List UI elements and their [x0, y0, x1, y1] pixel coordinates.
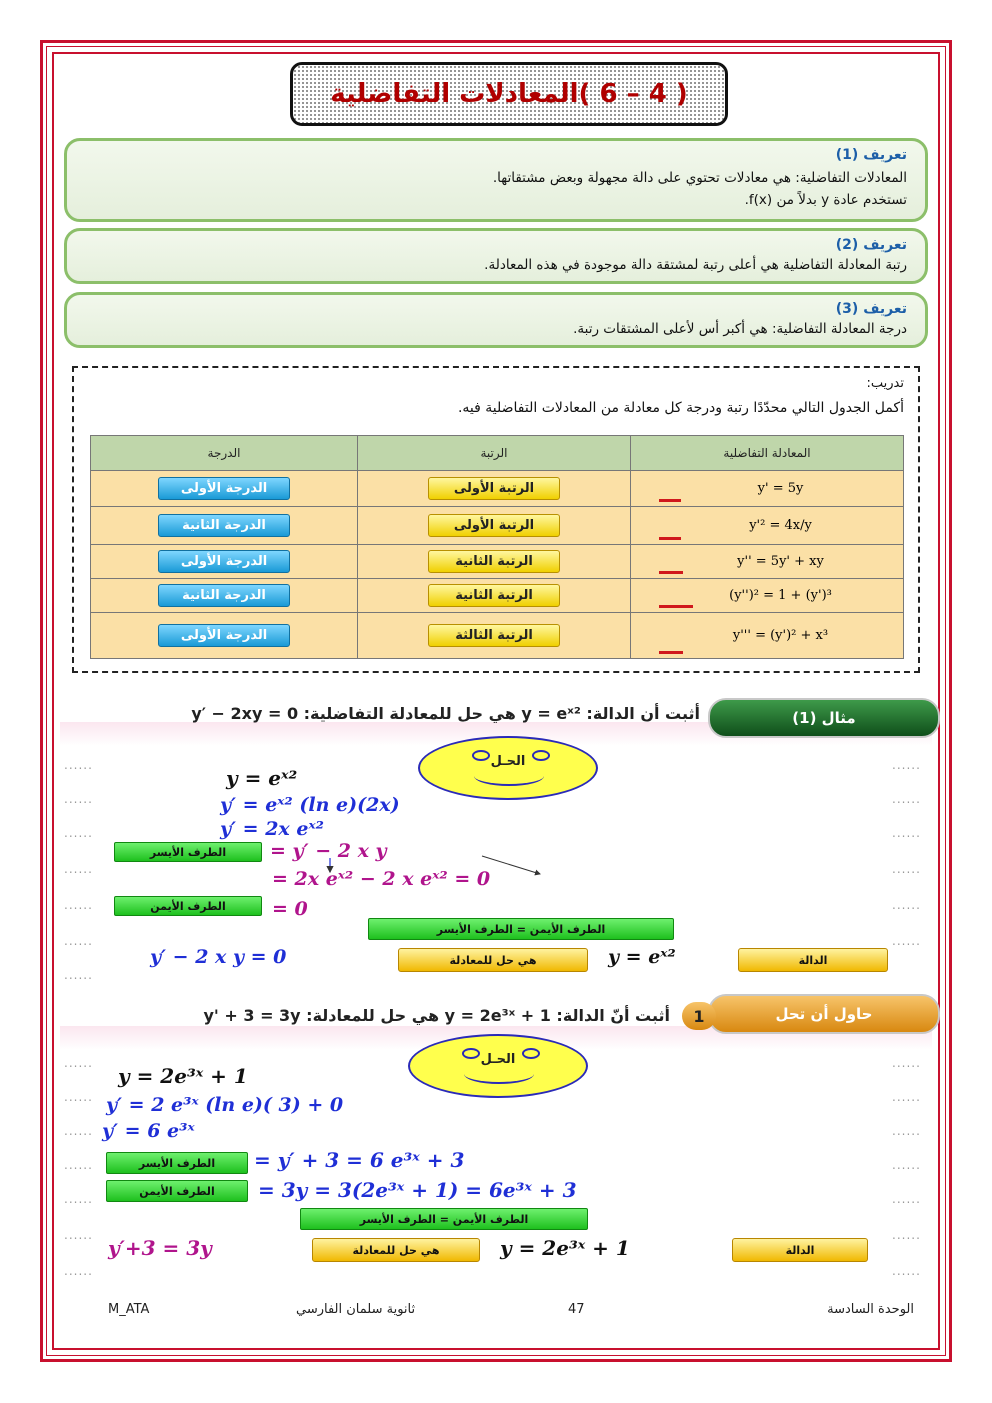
is-solution-label-2: هي حل للمعادلة [312, 1238, 480, 1262]
equation-cell: y' = 5y [631, 471, 904, 507]
try-1-step-2: y′ = 2 e³ˣ (ln e)( 3) + 0 [106, 1094, 344, 1116]
example-1-banner: مثال (1) [708, 698, 940, 738]
degree-badge: الدرجة الأولى [158, 550, 290, 573]
example-1-step-3: y′ = 2x eˣ² [220, 818, 324, 840]
definition-1-text: المعادلات التفاضلية: هي معادلات تحتوي على دالة مجهولة وبعض مشتقاتها. [492, 170, 907, 186]
order-badge: الرتبة الثالثة [428, 624, 560, 647]
exercise-label: تدريب: [866, 376, 904, 391]
footer-author: M_ATA [108, 1302, 150, 1317]
try-1-conclusion-eq: y′+3 = 3y [108, 1236, 212, 1260]
degree-badge: الدرجة الأولى [158, 477, 290, 500]
order-badge: الرتبة الثانية [428, 584, 560, 607]
order-badge: الرتبة الأولى [428, 514, 560, 537]
header-equation: المعادلة التفاضلية [631, 436, 904, 471]
function-label-2: الدالة [732, 1238, 868, 1262]
example-1-conclusion-eq: y′ − 2 x y = 0 [150, 946, 287, 968]
diagonal-arrow-icon [482, 856, 540, 874]
header-degree: الدرجة [91, 436, 358, 471]
equation-cell: y'' = 5y' + xy [631, 545, 904, 579]
footer-unit: الوحدة السادسة [827, 1302, 914, 1317]
try-1-left-side-expr: = y′ + 3 = 6 e³ˣ + 3 [254, 1148, 465, 1172]
equation-cell: (y'')² = 1 + (y')³ [631, 579, 904, 613]
try-1-step-1: y = 2e³ˣ + 1 [118, 1064, 248, 1088]
definition-1-note: تستخدم عادة y بدلاً من f(x). [744, 192, 907, 208]
try-1-function-eq: y = 2e³ˣ + 1 [500, 1236, 630, 1260]
right-side-label-1: الطرف الأيمن [114, 896, 262, 916]
equality-label-2: الطرف الأيمن = الطرف الأيسر [300, 1208, 588, 1230]
degree-badge: الدرجة الثانية [158, 584, 290, 607]
right-side-label-2: الطرف الأيمن [106, 1180, 248, 1202]
function-label-1: الدالة [738, 948, 888, 972]
page-title: ( 4 – 6 )المعادلات التفاضلية [330, 79, 688, 109]
equation-cell: y''' = (y')² + x³ [631, 613, 904, 659]
equality-label-1: الطرف الأيمن = الطرف الأيسر [368, 918, 674, 940]
degree-badge: الدرجة الثانية [158, 514, 290, 537]
exercise-instruction: أكمل الجدول التالي محدّدًا رتبة ودرجة كل معادلة من المعادلات التفاضلية فيه. [457, 400, 904, 416]
definition-3-text: درجة المعادلة التفاضلية: هي أكبر أس لأعلى المشتقات رتبة. [573, 321, 907, 337]
example-1-step-2: y′ = eˣ² (ln e)(2x) [220, 794, 400, 816]
order-badge: الرتبة الثانية [428, 550, 560, 573]
definition-1-heading: تعريف (1) [835, 147, 907, 163]
definition-2-text: رتبة المعادلة التفاضلية هي أعلى رتبة لمشتقة دالة موجودة في هذه المعادلة. [484, 257, 907, 273]
order-badge: الرتبة الأولى [428, 477, 560, 500]
try-1-right-side-expr: = 3y = 3(2e³ˣ + 1) = 6e³ˣ + 3 [258, 1178, 577, 1202]
definition-3-heading: تعريف (3) [835, 301, 907, 317]
footer-page-number: 47 [568, 1302, 585, 1317]
left-side-label-2: الطرف الأيسر [106, 1152, 248, 1174]
footer-school: ثانوية سلمان الفارسي [296, 1302, 416, 1317]
example-1-right-side-value: = 0 [272, 898, 308, 920]
definition-2-heading: تعريف (2) [835, 237, 907, 253]
try-1-question: أثبت أنّ الدالة: y = 2e³ˣ + 1 هي حل للمعادلة: y' + 3 = 3y [203, 1006, 670, 1025]
is-solution-label-1: هي حل للمعادلة [398, 948, 588, 972]
try-1-number: 1 [682, 1002, 716, 1030]
try-1-banner: حاول أن تحل [708, 994, 940, 1034]
try-1-step-3: y′ = 6 e³ˣ [102, 1120, 195, 1142]
example-1-step-1: y = eˣ² [226, 766, 298, 790]
example-1-left-side-expr: = y′ − 2 x y [270, 840, 387, 862]
header-order: الرتبة [358, 436, 631, 471]
solution-label-1: الحـل [490, 754, 526, 769]
example-1-question: أثبت أن الدالة: y = eˣ² هي حل للمعادلة التفاضلية: y′ − 2xy = 0 [191, 704, 700, 723]
left-side-label-1: الطرف الأيسر [114, 842, 262, 862]
example-1-function-eq: y = eˣ² [608, 946, 676, 968]
degree-badge: الدرجة الأولى [158, 624, 290, 647]
equation-cell: y'² = 4x/y [631, 507, 904, 545]
example-1-left-side-value: = 2x eˣ² − 2 x eˣ² = 0 [272, 868, 491, 890]
solution-label-2: الحـل [480, 1052, 516, 1067]
